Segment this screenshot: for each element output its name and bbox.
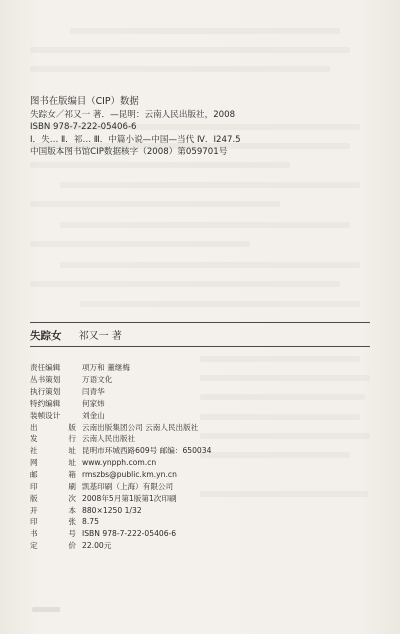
credits-table <box>30 362 211 552</box>
credit-value: 刘金山 <box>82 410 105 420</box>
credit-row <box>30 386 211 398</box>
book-title-line <box>30 327 122 343</box>
credit-label: 版 次 <box>30 493 76 503</box>
credit-value: ISBN 978-7-222-05406-6 <box>82 529 177 539</box>
credit-value: 凯基印刷（上海）有限公司 <box>82 481 174 491</box>
credit-label: 装帧设计 <box>30 410 61 420</box>
cip-data-block <box>30 96 241 159</box>
credit-row <box>30 480 211 492</box>
cip-approval-line: 中国版本图书馆CIP数据核字（2008）第059701号 <box>30 147 228 158</box>
credit-value: 昆明市环城西路609号 邮编：650034 <box>82 446 212 456</box>
credit-value: 2008年5月第1版第1次印刷 <box>82 493 177 503</box>
credit-row <box>30 409 211 421</box>
book-author: 祁又一 著 <box>78 331 122 342</box>
credit-row <box>30 374 211 386</box>
credit-label: 特约编辑 <box>30 398 61 408</box>
credit-label: 发 行 <box>30 434 76 444</box>
credit-value: rmszbs@public.km.yn.cn <box>82 470 177 480</box>
credit-label: 丛书策划 <box>30 375 61 385</box>
credit-label: 书 号 <box>30 529 76 539</box>
credit-value: 项万和 董继梅 <box>82 363 130 373</box>
credit-row <box>30 362 211 374</box>
credit-label: 印 刷 <box>30 481 76 491</box>
page-footer-mark <box>32 607 60 612</box>
cip-classification-line: Ⅰ．失… Ⅱ．祁… Ⅲ．中篇小说—中国—当代 Ⅳ．I247.5 <box>30 134 241 145</box>
bottom-rule <box>30 346 370 347</box>
credit-row <box>30 398 211 410</box>
credit-row <box>30 469 211 481</box>
credit-value: 何家炜 <box>82 398 105 408</box>
credit-value: 闫青华 <box>82 387 105 397</box>
credit-value: www.ynpph.com.cn <box>82 458 157 468</box>
top-rule <box>30 322 370 323</box>
credit-row <box>30 528 211 540</box>
cip-isbn-line: ISBN 978-7-222-05406-6 <box>30 122 137 133</box>
credit-row <box>30 457 211 469</box>
credit-label: 社 址 <box>30 446 76 456</box>
credit-value: 8.75 <box>82 517 99 527</box>
credit-label: 责任编辑 <box>30 363 61 373</box>
credit-value: 云南出版集团公司 云南人民出版社 <box>82 422 199 432</box>
credit-label: 执行策划 <box>30 387 61 397</box>
cip-heading: 图书在版编目（CIP）数据 <box>30 96 139 107</box>
credit-row <box>30 433 211 445</box>
credit-label: 开 本 <box>30 505 76 515</box>
credit-value: 万语文化 <box>82 375 113 385</box>
credit-label: 印 张 <box>30 517 76 527</box>
credit-value: 云南人民出版社 <box>82 434 136 444</box>
credit-row <box>30 540 211 552</box>
credit-label: 邮 箱 <box>30 470 76 480</box>
credit-row <box>30 504 211 516</box>
credit-value: 22.00元 <box>82 541 112 551</box>
credit-value: 880×1250 1/32 <box>82 505 142 515</box>
credit-label: 出 版 <box>30 422 76 432</box>
book-title: 失踪女 <box>30 330 62 342</box>
credit-label: 定 价 <box>30 541 76 551</box>
cip-title-line: 失踪女／祁又一 著．—昆明：云南人民出版社，2008 <box>30 109 236 120</box>
credit-row <box>30 516 211 528</box>
credit-row <box>30 445 211 457</box>
credit-row <box>30 421 211 433</box>
credit-row <box>30 492 211 504</box>
credit-label: 网 址 <box>30 458 76 468</box>
